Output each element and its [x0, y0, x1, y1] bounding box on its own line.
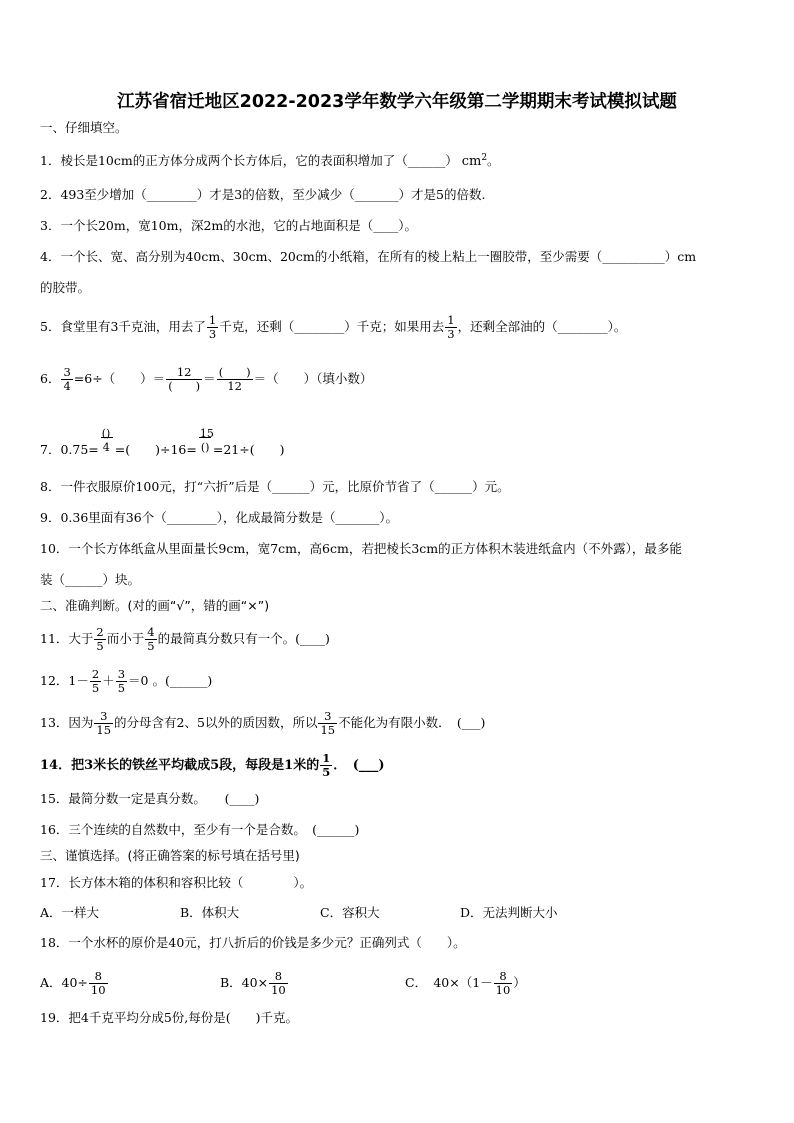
question-8: 8．一件衣服原价100元，打“六折”后是（______）元，比原价节省了（______）元。 [40, 479, 510, 494]
option-b: B．40× $\frac{8}{10}$ [220, 969, 286, 997]
question-14: 14．把3米长的铁丝平均截成5段，每段是1米的 $\frac{1}{5}$ ． (___) [40, 751, 385, 779]
option-b: B．体积大 [180, 905, 240, 920]
fraction: $\frac{1}{3}$ [208, 313, 217, 341]
question-15: 15．最简分数一定是真分数。 (____) [40, 791, 260, 806]
question-18: 18．一个水杯的原价是40元，打八折后的价钱是多少元？正确列式（ ）。 [40, 935, 466, 950]
question-9: 9．0.36里面有36个（________），化成最简分数是（_______）。 [40, 510, 398, 525]
question-4-cont: 的胶带。 [40, 280, 91, 295]
question-1: 1．棱长是10cm的正方体分成两个长方体后，它的表面积增加了（______） $cm^2$。 [40, 153, 500, 170]
question-11: 11．大于 $\frac{2}{5}$ 而小于 $\frac{4}{5}$ 的最简真分数只有一个。(____) [40, 625, 330, 653]
page-title: 江苏省宿迁地区2022-2023学年数学六年级第二学期期末考试模拟试题 [117, 92, 677, 112]
question-3: 3．一个长20m，宽10m，深2m的水池，它的占地面积是（____）。 [40, 218, 418, 233]
question-10-cont: 装（______）块。 [40, 572, 141, 587]
question-16: 16．三个连续的自然数中，至少有一个是合数。 (______) [40, 822, 360, 837]
question-4: 4．一个长、宽、高分别为40cm、30cm、20cm的小纸箱，在所有的棱上粘上一圈胶带，至少需要（__________）cm [40, 249, 697, 264]
section-1-heading: 一、仔细填空。 [40, 120, 128, 135]
question-6: 6． $\frac{3}{4}$ =6÷（ ）＝ 12 ( ) ＝ ( ) 12 ＝（ ）（填小数） [40, 365, 373, 393]
option-d: D．无法判断大小 [460, 905, 558, 920]
option-a: A．一样大 [40, 905, 100, 920]
option-c: C． 40×（1－ $\frac{8}{10}$ ） [405, 969, 526, 997]
question-18-options [40, 970, 764, 997]
question-13: 13．因为 $\frac{3}{15}$ 的分母含有2、5以外的质因数，所以 $\frac{3}{15}$ 不能化为有限小数． (___) [40, 709, 486, 737]
option-a: A．40÷ $\frac{8}{10}$ [40, 969, 106, 997]
question-17: 17．长方体木箱的体积和容积比较（ ）。 [40, 875, 313, 890]
question-2: 2．493至少增加（________）才是3的倍数，至少减少（_______）才是5的倍数. [40, 187, 486, 202]
section-3-heading: 三、谨慎选择。(将正确答案的标号填在括号里) [40, 848, 300, 863]
question-10: 10．一个长方体纸盒从里面量长9cm，宽7cm，高6cm，若把棱长3cm的正方体积木装进纸盒内（不外露），最多能 [40, 541, 682, 556]
section-2-heading: 二、准确判断。(对的画“√”，错的画“×”) [40, 598, 270, 613]
fraction: $\frac{1}{3}$ [447, 313, 455, 341]
question-17-options [40, 903, 764, 923]
question-7: 7．0.75= () 4 =( )÷16= 15 () =21÷( ) [40, 427, 285, 457]
question-12: 12．1－ $\frac{2}{5}$ ＋ $\frac{3}{5}$ ＝0 。(______) [40, 667, 213, 695]
option-c: C．容积大 [320, 905, 380, 920]
question-5: 5．食堂里有3千克油，用去了 $\frac{1}{3}$ 千克，还剩（________）千克；如果用去 $\frac{1}{3}$ ，还剩全部油的（________）。 [40, 313, 627, 341]
question-19: 19．把4千克平均分成5份,每份是( )千克。 [40, 1010, 299, 1025]
